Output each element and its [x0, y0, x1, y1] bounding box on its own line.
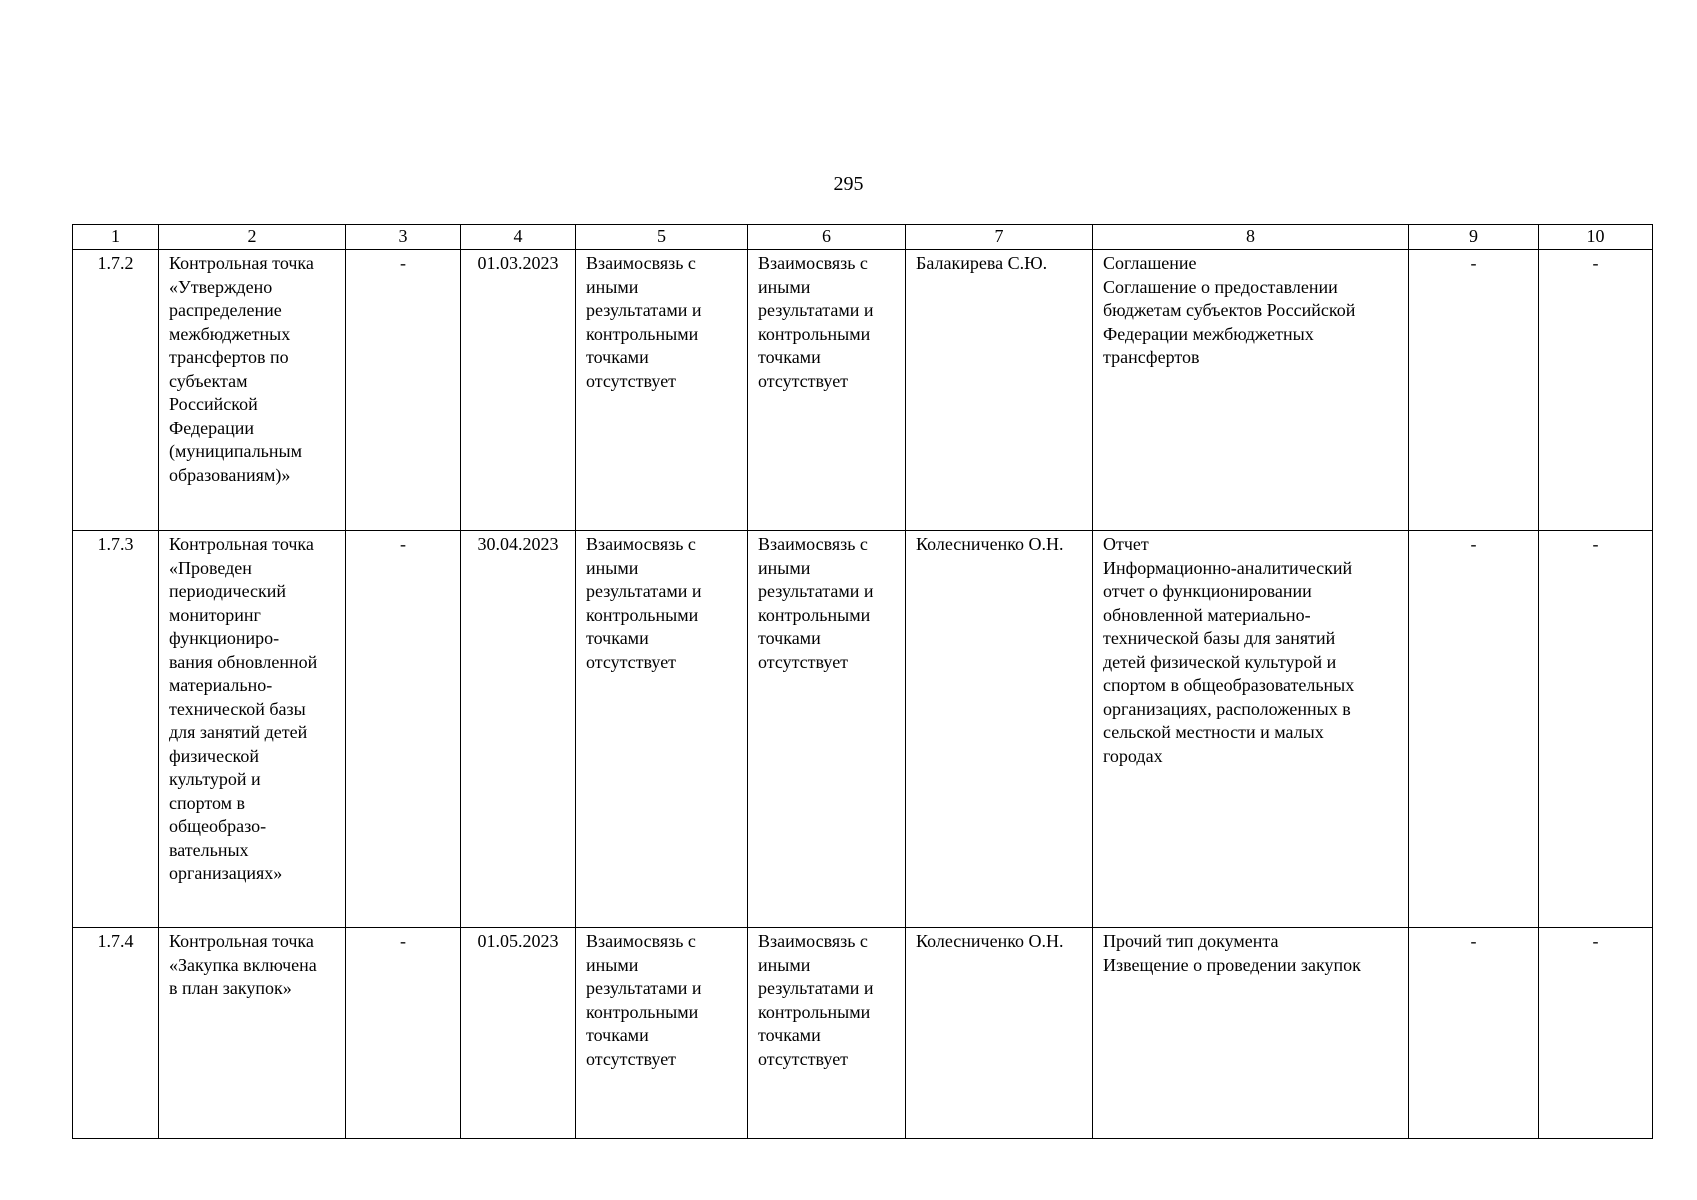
control-point-name: Контрольная точка «Утверждено распределение межбюджетных трансфертов по субъектам Российской Федерации (муниципальным образованиям)»: [159, 250, 346, 531]
responsible-person: Балакирева С.Ю.: [906, 250, 1093, 531]
control-point-name: Контрольная точка «Проведен периодический мониторинг функциониро- вания обновленной материально- технической базы для занятий детей физической культурой и спортом в общеобразо- вательных организациях»: [159, 531, 346, 928]
column-header-6: 6: [748, 225, 906, 250]
col10-value: -: [1539, 531, 1653, 928]
row-number: 1.7.4: [73, 928, 159, 1139]
column-header-7: 7: [906, 225, 1093, 250]
column-header-10: 10: [1539, 225, 1653, 250]
row-number: 1.7.3: [73, 531, 159, 928]
col10-value: -: [1539, 250, 1653, 531]
responsible-person: Колесниченко О.Н.: [906, 928, 1093, 1139]
control-point-name: Контрольная точка «Закупка включена в план закупок»: [159, 928, 346, 1139]
col9-value: -: [1409, 928, 1539, 1139]
document-type: Прочий тип документа Извещение о проведении закупок: [1093, 928, 1409, 1139]
table-row: [73, 928, 1653, 1139]
document-type: Соглашение Соглашение о предоставлении бюджетам субъектов Российской Федерации межбюджетных трансфертов: [1093, 250, 1409, 531]
relation-results: Взаимосвязь с иными результатами и контрольными точками отсутствует: [576, 531, 748, 928]
col9-value: -: [1409, 531, 1539, 928]
document-type: Отчет Информационно-аналитический отчет о функционировании обновленной материально- технической базы для занятий детей физической культурой и спортом в общеобразовательных организациях, расположенных в сельской местности и малых городах: [1093, 531, 1409, 928]
due-date: 01.03.2023: [461, 250, 576, 531]
relation-results: Взаимосвязь с иными результатами и контрольными точками отсутствует: [576, 250, 748, 531]
control-points-table: [72, 224, 1653, 1139]
col10-value: -: [1539, 928, 1653, 1139]
due-date: 30.04.2023: [461, 531, 576, 928]
column-header-8: 8: [1093, 225, 1409, 250]
row-number: 1.7.2: [73, 250, 159, 531]
relation-points: Взаимосвязь с иными результатами и контрольными точками отсутствует: [748, 531, 906, 928]
column-header-9: 9: [1409, 225, 1539, 250]
header-row: [73, 225, 1653, 250]
relation-points: Взаимосвязь с иными результатами и контрольными точками отсутствует: [748, 250, 906, 531]
table-row: [73, 250, 1653, 531]
responsible-person: Колесниченко О.Н.: [906, 531, 1093, 928]
column-header-5: 5: [576, 225, 748, 250]
column-header-1: 1: [73, 225, 159, 250]
col3-value: -: [346, 928, 461, 1139]
page-number: 295: [833, 173, 864, 195]
col3-value: -: [346, 250, 461, 531]
column-header-3: 3: [346, 225, 461, 250]
relation-results: Взаимосвязь с иными результатами и контрольными точками отсутствует: [576, 928, 748, 1139]
table-row: [73, 531, 1653, 928]
relation-points: Взаимосвязь с иными результатами и контрольными точками отсутствует: [748, 928, 906, 1139]
col9-value: -: [1409, 250, 1539, 531]
column-header-4: 4: [461, 225, 576, 250]
due-date: 01.05.2023: [461, 928, 576, 1139]
column-header-2: 2: [159, 225, 346, 250]
col3-value: -: [346, 531, 461, 928]
